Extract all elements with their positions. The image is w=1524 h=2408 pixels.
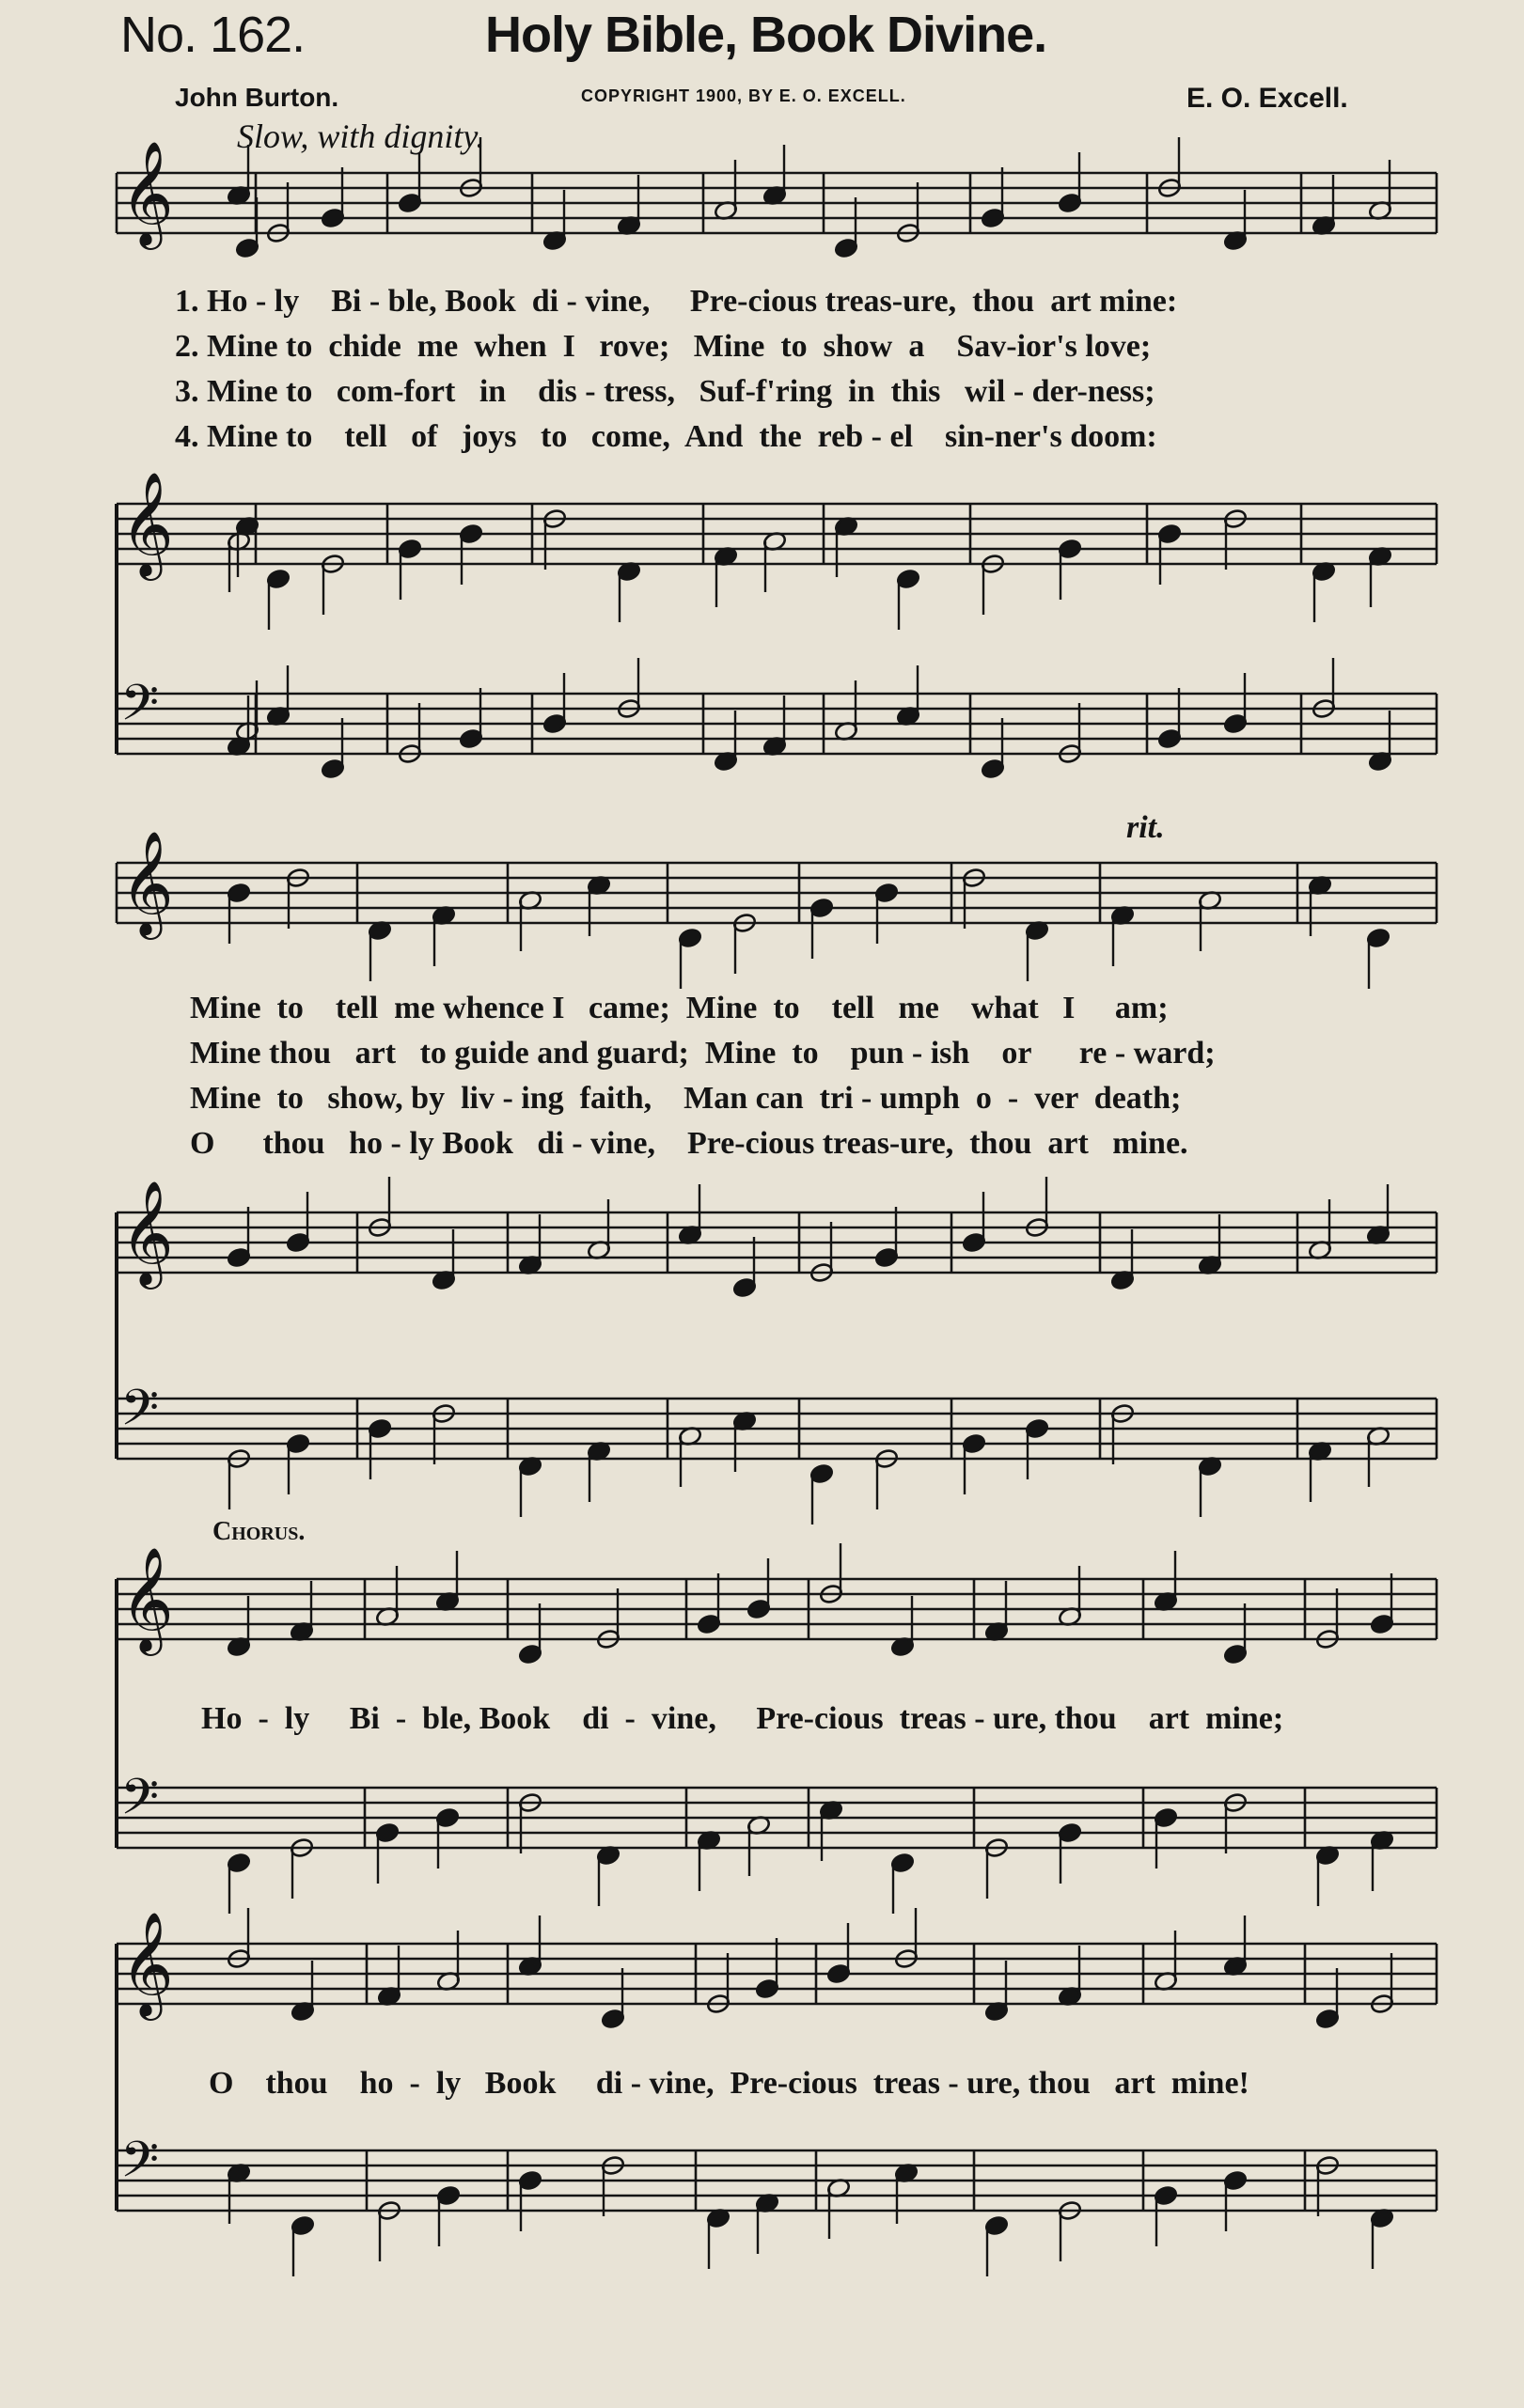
- tempo-marking: Slow, with dignity.: [237, 117, 485, 155]
- verse-2-line-1: 2. Mine to chide me when I rove; Mine to show a Sav-ior's love;: [175, 329, 1152, 364]
- chorus-line-1: Ho - ly Bi - ble, Book di - vine, Pre-cious treas - ure, thou art mine;: [201, 1701, 1284, 1736]
- treble-clef-icon: 𝄞: [120, 1911, 174, 2016]
- ritardando-marking: rit.: [1126, 810, 1165, 845]
- treble-clef-icon: 𝄞: [120, 140, 174, 245]
- verse-4-line-1: 4. Mine to tell of joys to come, And the reb - el sin-ner's doom:: [175, 419, 1157, 454]
- hymn-title: Holy Bible, Book Divine.: [485, 7, 1047, 63]
- verse-3-line-2: Mine to show, by liv - ing faith, Man can tri - umph o - ver death;: [190, 1081, 1182, 1116]
- composer-credit: E. O. Excell.: [1186, 83, 1348, 114]
- treble-clef-icon: 𝄞: [120, 830, 174, 935]
- copyright-notice: COPYRIGHT 1900, BY E. O. EXCELL.: [581, 86, 906, 105]
- treble-clef-icon: 𝄞: [120, 1180, 174, 1285]
- hymn-number: No. 162.: [120, 7, 306, 63]
- chorus-line-2: O thou ho - ly Book di - vine, Pre-cious treas - ure, thou art mine!: [209, 2066, 1249, 2101]
- author-credit: John Burton.: [175, 83, 339, 112]
- chorus-label: Chorus.: [212, 1517, 306, 1546]
- verse-1-line-2: Mine to tell me whence I came; Mine to tell me what I am;: [190, 991, 1169, 1025]
- verse-3-line-1: 3. Mine to com-fort in dis - tress, Suf-f'ring in this wil - der-ness;: [175, 374, 1155, 409]
- bass-clef-icon: 𝄢: [120, 1769, 160, 1838]
- bass-clef-icon: 𝄢: [120, 675, 160, 744]
- treble-clef-icon: 𝄞: [120, 1546, 174, 1651]
- treble-clef-icon: 𝄞: [120, 471, 174, 576]
- bass-clef-icon: 𝄢: [120, 1380, 160, 1449]
- bass-clef-icon: 𝄢: [120, 2132, 160, 2201]
- verse-2-line-2: Mine thou art to guide and guard; Mine to pun - ish or re - ward;: [190, 1036, 1216, 1071]
- verse-1-line-1: 1. Ho - ly Bi - ble, Book di - vine, Pre-cious treas-ure, thou art mine:: [175, 284, 1178, 319]
- verse-4-line-2: O thou ho - ly Book di - vine, Pre-cious treas-ure, thou art mine.: [190, 1126, 1188, 1161]
